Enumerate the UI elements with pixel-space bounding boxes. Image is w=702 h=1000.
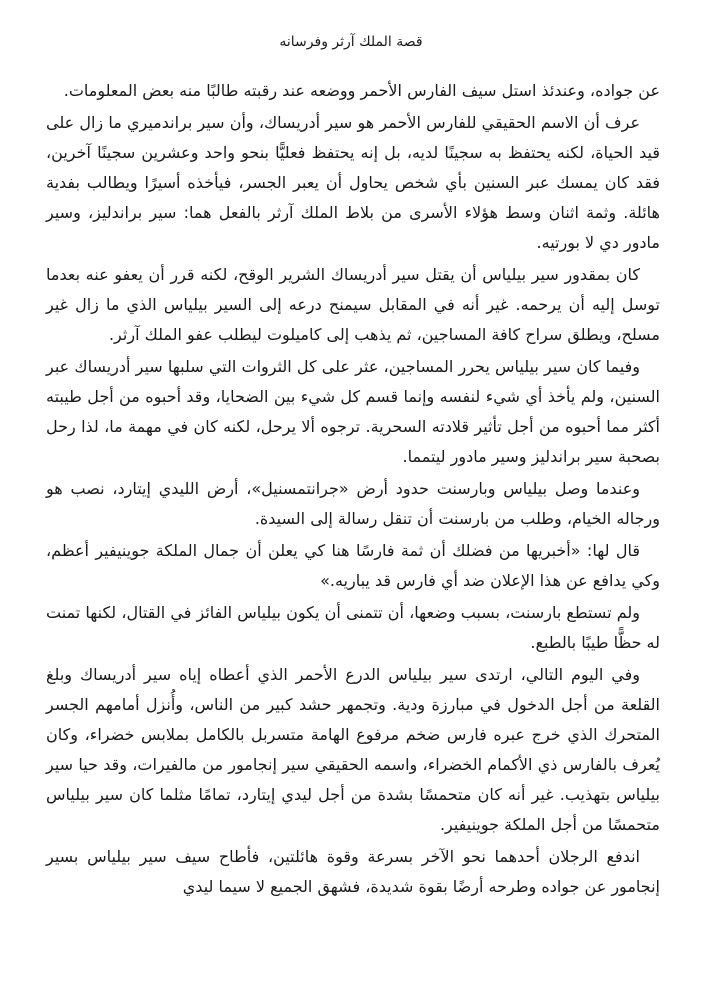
paragraph: وفيما كان سير بيلياس يحرر المساجين، عثر على كل الثروات التي سلبها سير أدريساك عبر السنين، ولم يأخذ أي شيء لنفسه وإنما قسم كل شيء بين الضحايا، وقد أحبوه من أجل طيبته أكثر مما أحبوه من أجل تأثير قلادته السحرية. ترجوه ألا يرحل، لكنه كان في مهمة ما، لذا رحل بصحبة سير براندليز وسير مادور ليتمما. (46, 357, 660, 466)
paragraph: عن جواده، وعندئذ استل سيف الفارس الأحمر ووضعه عند رقبته طالبًا منه بعض المعلومات. (63, 81, 660, 100)
paragraph: قال لها: «أخبريها من فضلك أن ثمة فارسًا هنا كي يعلن أن جمال الملكة جوينيفير أعظم، وكي يدافع عن هذا الإعلان ضد أي فارس قد يباريه.» (46, 541, 660, 590)
paragraph: ولم تستطع بارسنت، بسبب وضعها، أن تتمنى أن يكون بيلياس الفائز في القتال، لكنها تمنت له حظًّا طيبًا بالطبع. (46, 603, 660, 652)
paragraph: اندفع الرجلان أحدهما نحو الآخر بسرعة وقوة هائلتين، فأطاح سيف سير بيلياس بسير إنجامور عن جواده وطرحه أرضًا بقوة شديدة، فشهق الجميع لا سيما ليدي (46, 847, 660, 896)
body-text (46, 76, 660, 904)
paragraph: كان بمقدور سير بيلياس أن يقتل سير أدريساك الشرير الوقح، لكنه قرر أن يعفو عنه بعدما توسل إليه أن يرحمه. غير أنه في المقابل سيمنح درعه إلى السير بيلياس الذي ما زال غير مسلح، ويطلق سراح كافة المساجين، ثم يذهب إلى كاميلوت ليطلب عفو الملك آرثر. (46, 265, 660, 344)
running-header: قصة الملك آرثر وفرسانه (279, 34, 423, 50)
paragraph: وفي اليوم التالي، ارتدى سير بيلياس الدرع الأحمر الذي أعطاه إياه سير أدريساك وبلغ القلعة من أجل الدخول في مبارزة ودية. وتجمهر حشد كبير من الناس، وأُنزل أمامهم الجسر المتحرك الذي خرج عبره فارس ضخم مرفوع الهامة متسربل بالكامل بملابس خضراء، وكان يُعرف بالفارس ذي الأكمام الخضراء، واسمه الحقيقي سير إنجامور من مالفيرات، وقد حيا سير بيلياس بتهذيب. غير أنه كان متحمسًا بشدة من أجل ليدي إيتارد، تمامًا مثلما كان سير بيلياس متحمسًا من أجل الملكة جوينيفير. (46, 665, 660, 834)
paragraph: عرف أن الاسم الحقيقي للفارس الأحمر هو سير أدريساك، وأن سير براندميري ما زال على قيد الحياة، لكنه يحتفظ به سجينًا لديه، بل إنه يحتفظ فعليًّا بنحو واحد وعشرين سجينًا آخرين، فقد كان يمسك عبر السنين بأي شخص يحاول أن يعبر الجسر، فيأخذه أسيرًا ويطالب بفدية هائلة. وثمة اثنان وسط هؤلاء الأسرى من بلاط الملك آرثر بالفعل هما: سير براندليز، وسير مادور دي لا بورتيه. (46, 113, 660, 252)
paragraph: وعندما وصل بيلياس وبارسنت حدود أرض «جرانتمسنيل»، أرض الليدي إيتارد، نصب هو ورجاله الخيام، وطلب من بارسنت أن تنقل رسالة إلى السيدة. (46, 479, 660, 528)
